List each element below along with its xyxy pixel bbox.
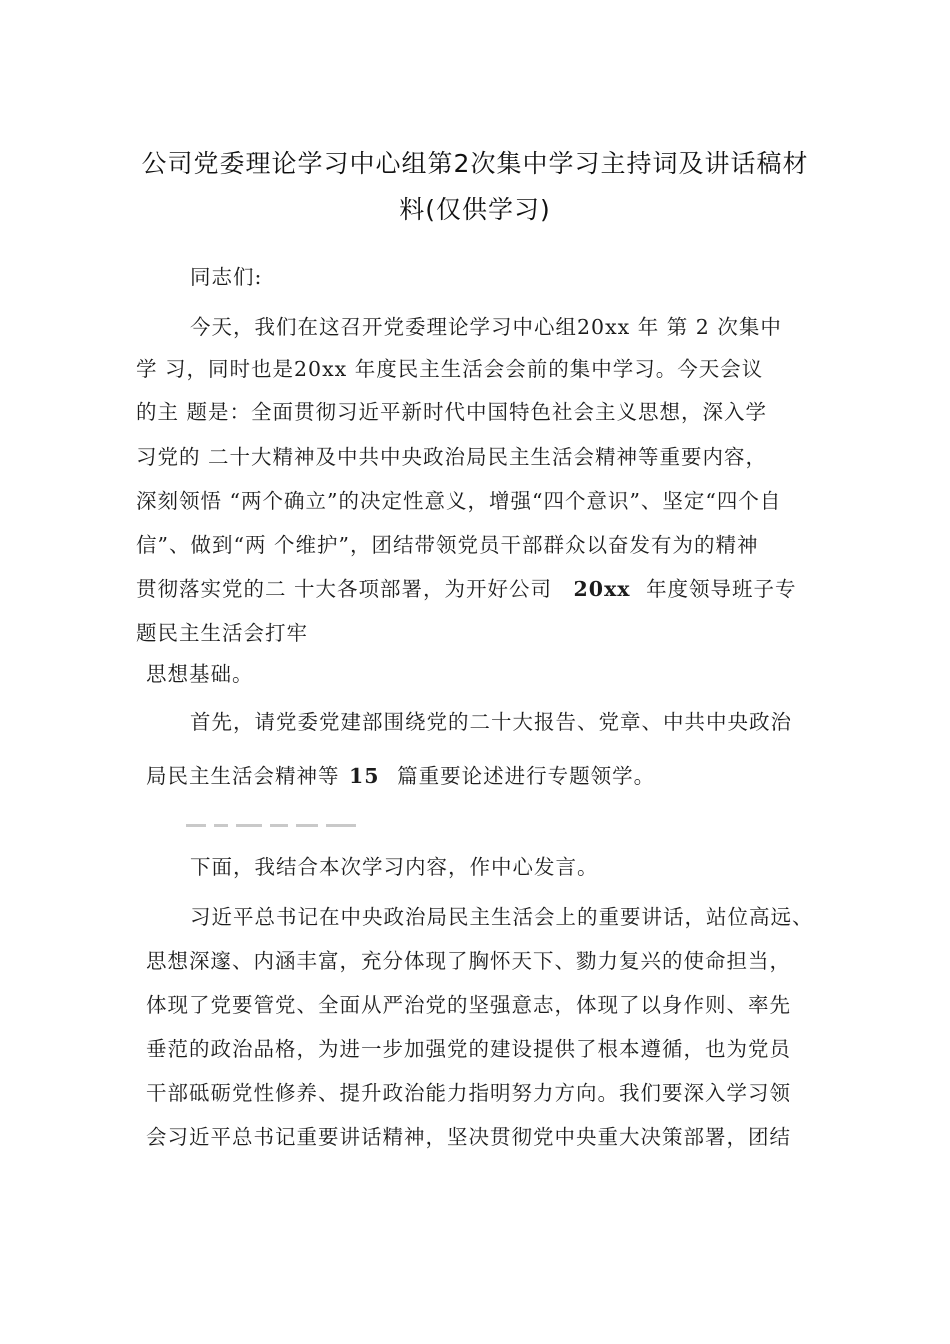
p1-line-3: 的主 题是：全面贯彻习近平新时代中国特色社会主义思想，深入学: [136, 400, 768, 424]
p4-line-2: 思想深邃、内涵丰富，充分体现了胸怀天下、勠力复兴的使命担当，: [146, 949, 791, 973]
p4-line-4: 垂范的政治品格，为进一步加强党的建设提供了根本遵循，也为党员: [146, 1037, 791, 1061]
p1-line-8: 题民主生活会打牢: [136, 621, 308, 645]
p1-line-5: 深刻领悟 “两个确立”的决定性意义，增强“四个意识”、坚定“四个自: [136, 489, 782, 513]
document-title-line-1: 公司党委理论学习中心组第2次集中学习主持词及讲话稿材: [141, 149, 809, 178]
p1-line-7-text: 贯彻落实党的二 十大各项部署，为开好公司: [136, 577, 553, 601]
p4-line-6: 会习近平总书记重要讲话精神，坚决贯彻党中央重大决策部署，团结: [146, 1125, 791, 1149]
p4-line-5: 干部砥砺党性修养、提升政治能力指明努力方向。我们要深入学习领: [146, 1081, 791, 1105]
p2-line-2: [146, 759, 655, 789]
p4-line-3: 体现了党要管党、全面从严治党的坚强意志，体现了以身作则、率先: [146, 993, 791, 1017]
p1-line-7: [136, 572, 797, 602]
p4-line-1: 习近平总书记在中央政治局民主生活会上的重要讲话，站位高远、: [190, 905, 814, 929]
p1-line-4: 习党的 二十大精神及中共中央政治局民主生活会精神等重要内容，: [136, 445, 768, 469]
p2-line-2-text: 局民主生活会精神等: [146, 764, 340, 788]
salutation: 同志们:: [190, 265, 263, 289]
p1-line-6: 信”、做到“两 个维护”，团结带领党员干部群众以奋发有为的精神: [136, 533, 759, 557]
p1-line-2: 学 习，同时也是20xx 年度民主生活会会前的集中学习。今天会议: [136, 357, 764, 381]
p1-line-9: 思想基础。: [146, 662, 254, 686]
document-title-line-2: 料(仅供学习): [399, 195, 551, 224]
p1-line-7-tail: 年度领导班子专: [646, 577, 797, 601]
p3-line: 下面，我结合本次学习内容，作中心发言。: [190, 855, 599, 879]
year-placeholder: 20xx: [573, 577, 631, 601]
article-count: 15: [349, 764, 380, 788]
p2-line-1: 首先，请党委党建部围绕党的二十大报告、党章、中共中央政治: [190, 710, 792, 734]
faint-scan-artifact: [186, 815, 376, 825]
p2-line-2-tail: 篇重要论述进行专题领学。: [397, 764, 656, 788]
p1-line-1: 今天，我们在这召开党委理论学习中心组20xx 年 第 2 次集中: [190, 315, 782, 339]
